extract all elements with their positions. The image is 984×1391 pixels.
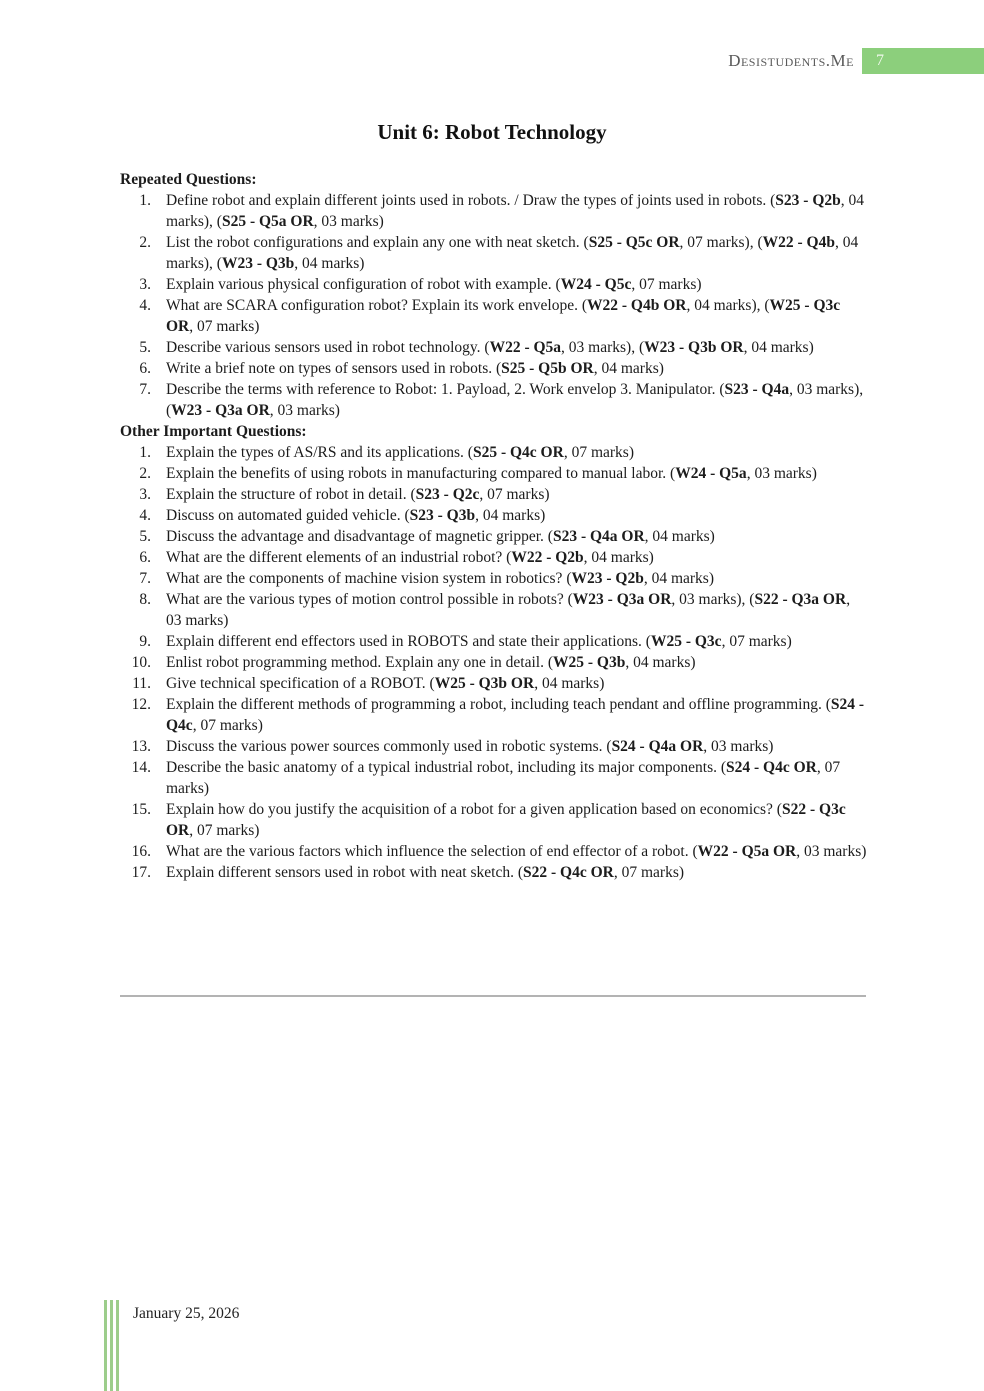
question-item	[120, 652, 868, 673]
page-number-badge: 7	[862, 48, 984, 74]
question-item	[120, 463, 868, 484]
question-text: Discuss on automated guided vehicle. (S23 - Q3b, 04 marks)	[166, 507, 546, 524]
question-number: 5.	[139, 339, 151, 356]
question-item	[120, 484, 868, 505]
question-number: 9.	[139, 633, 151, 650]
question-text: Discuss the various power sources commonly used in robotic systems. (S24 - Q4a OR, 03 marks)	[166, 738, 774, 755]
question-text: Explain the types of AS/RS and its applications. (S25 - Q4c OR, 07 marks)	[166, 444, 634, 461]
question-text: Explain different sensors used in robot with neat sketch. (S22 - Q4c OR, 07 marks)	[166, 864, 685, 881]
question-number: 10.	[131, 654, 151, 671]
question-text: Explain the structure of robot in detail. (S23 - Q2c, 07 marks)	[166, 486, 550, 503]
page-title: Unit 6: Robot Technology	[377, 120, 607, 144]
section-other-important-questions	[120, 421, 868, 883]
question-item	[120, 862, 868, 883]
question-number: 2.	[139, 465, 151, 482]
question-item	[120, 799, 868, 841]
question-number: 16.	[131, 843, 151, 860]
question-item	[120, 547, 868, 568]
question-number: 2.	[139, 234, 151, 251]
question-number: 6.	[139, 360, 151, 377]
site-name: Desistudents.Me	[728, 51, 854, 70]
footer-accent-line	[116, 1300, 119, 1391]
question-item	[120, 589, 868, 631]
question-text: Give technical specification of a ROBOT. (W25 - Q3b OR, 04 marks)	[166, 675, 605, 692]
document-content	[120, 169, 868, 883]
footer-accent-lines	[104, 1300, 119, 1391]
question-item	[120, 337, 868, 358]
question-number: 6.	[139, 549, 151, 566]
section-repeated-questions	[120, 169, 868, 421]
question-text: Describe various sensors used in robot technology. (W22 - Q5a, 03 marks), (W23 - Q3b OR, 04 marks)	[166, 339, 814, 356]
question-item	[120, 505, 868, 526]
question-text: Explain the benefits of using robots in manufacturing compared to manual labor. (W24 - Q5a, 03 marks)	[166, 465, 817, 482]
question-number: 12.	[131, 696, 151, 713]
question-text: Explain various physical configuration of robot with example. (W24 - Q5c, 07 marks)	[166, 276, 702, 293]
repeated-questions-list	[120, 190, 868, 421]
question-number: 11.	[132, 675, 151, 692]
question-item	[120, 673, 868, 694]
question-number: 17.	[131, 864, 151, 881]
footer-accent-line	[104, 1300, 107, 1391]
question-item	[120, 694, 868, 736]
question-text: What are the different elements of an industrial robot? (W22 - Q2b, 04 marks)	[166, 549, 654, 566]
question-number: 5.	[139, 528, 151, 545]
section-heading: Repeated Questions:	[120, 171, 257, 188]
question-number: 4.	[139, 297, 151, 314]
question-text: Define robot and explain different joints used in robots. / Draw the types of joints used in robots. (S23 - Q2b, 04 marks), (S25 - Q5a OR, 03 marks)	[166, 192, 864, 230]
question-item	[120, 358, 868, 379]
question-item	[120, 841, 868, 862]
question-item	[120, 568, 868, 589]
question-text: What are the various types of motion control possible in robots? (W23 - Q3a OR, 03 marks), (S22 - Q3a OR, 03 marks)	[166, 591, 851, 629]
question-number: 13.	[131, 738, 151, 755]
question-text: What are the various factors which influence the selection of end effector of a robot. (W22 - Q5a OR, 03 marks)	[166, 843, 867, 860]
question-item	[120, 757, 868, 799]
question-text: What are the components of machine vision system in robotics? (W23 - Q2b, 04 marks)	[166, 570, 714, 587]
question-number: 7.	[139, 381, 151, 398]
question-item	[120, 631, 868, 652]
question-text: List the robot configurations and explain any one with neat sketch. (S25 - Q5c OR, 07 marks), (W22 - Q4b, 04 marks), (W23 - Q3b, 04 marks)	[166, 234, 859, 272]
question-number: 7.	[139, 570, 151, 587]
question-text: Explain different end effectors used in ROBOTS and state their applications. (W25 - Q3c, 07 marks)	[166, 633, 792, 650]
question-text: Explain how do you justify the acquisition of a robot for a given application based on economics? (S22 - Q3c OR, 07 marks)	[166, 801, 846, 839]
question-text: What are SCARA configuration robot? Explain its work envelope. (W22 - Q4b OR, 04 marks), (W25 - Q3c OR, 07 marks)	[166, 297, 841, 335]
question-number: 1.	[139, 444, 151, 461]
question-number: 1.	[139, 192, 151, 209]
footer-accent-line	[110, 1300, 113, 1391]
section-heading: Other Important Questions:	[120, 423, 307, 440]
question-number: 3.	[139, 276, 151, 293]
question-number: 15.	[131, 801, 151, 818]
question-number: 8.	[139, 591, 151, 608]
question-number: 14.	[131, 759, 151, 776]
question-item	[120, 232, 868, 274]
question-text: Describe the basic anatomy of a typical industrial robot, including its major components. (S24 - Q4c OR, 07 marks)	[166, 759, 841, 797]
question-item	[120, 190, 868, 232]
question-text: Enlist robot programming method. Explain any one in detail. (W25 - Q3b, 04 marks)	[166, 654, 696, 671]
question-item	[120, 526, 868, 547]
question-text: Write a brief note on types of sensors used in robots. (S25 - Q5b OR, 04 marks)	[166, 360, 664, 377]
question-item	[120, 295, 868, 337]
question-number: 3.	[139, 486, 151, 503]
section-end-divider	[120, 995, 866, 997]
footer-date: January 25, 2026	[133, 1305, 240, 1322]
question-text: Discuss the advantage and disadvantage of magnetic gripper. (S23 - Q4a OR, 04 marks)	[166, 528, 715, 545]
question-item	[120, 736, 868, 757]
question-text: Explain the different methods of programming a robot, including teach pendant and offline programming. (S24 - Q4c, 07 marks)	[166, 696, 865, 734]
question-item	[120, 379, 868, 421]
question-item	[120, 274, 868, 295]
other-important-questions-list	[120, 442, 868, 883]
question-item	[120, 442, 868, 463]
question-text: Describe the terms with reference to Robot: 1. Payload, 2. Work envelop 3. Manipulator. (S23 - Q4a, 03 marks), (W23 - Q3a OR, 03 marks)	[166, 381, 864, 419]
question-number: 4.	[139, 507, 151, 524]
page-header	[0, 48, 984, 74]
